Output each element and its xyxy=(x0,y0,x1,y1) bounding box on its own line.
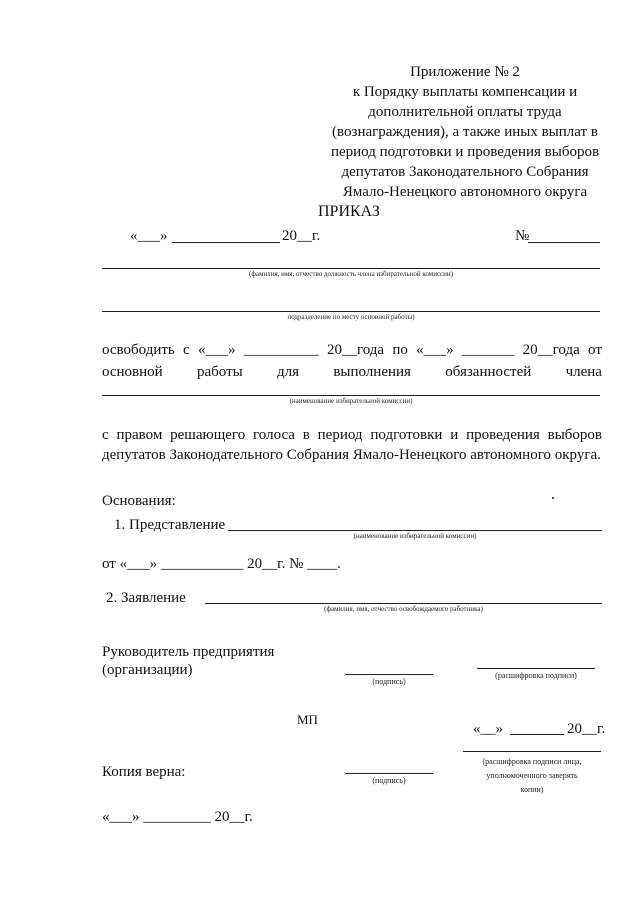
head-signature-caption: (подпись) xyxy=(372,677,406,686)
release-word: работы xyxy=(196,364,243,380)
release-word: от xyxy=(588,342,602,358)
right-date-month-line xyxy=(510,734,564,735)
authorized-decoding-caption xyxy=(463,755,601,797)
order-date-month-line xyxy=(172,242,280,243)
release-paragraph: с правом решающего голоса в период подготовки и проведения выборов депутатов Законодательного Собрания Ямало-Ненецкого автономного округа. xyxy=(102,427,602,463)
release-word: с xyxy=(183,342,190,358)
bottom-date: «___» _________ 20__г. xyxy=(102,809,253,825)
release-word: «___» xyxy=(416,342,454,358)
release-word: __________ xyxy=(243,342,319,358)
order-number-line xyxy=(528,242,600,243)
appendix-line: дополнительной оплаты труда xyxy=(368,104,562,120)
commission-field-line xyxy=(102,395,600,396)
order-date-year: 20__г. xyxy=(282,228,321,244)
member-field-line xyxy=(102,268,600,269)
release-word: обязанностей xyxy=(445,364,532,380)
grounds-item-1-label: 1. Представление xyxy=(114,517,226,533)
release-word: по xyxy=(392,342,408,358)
appendix-line: Приложение № 2 xyxy=(410,64,520,80)
release-word: _______ xyxy=(461,342,515,358)
member-field-caption: (фамилия, имя, отчество должность члена избирательной комиссии) xyxy=(249,270,453,278)
release-word: основной xyxy=(102,364,163,380)
scan-speck xyxy=(552,497,554,499)
release-word: 20__года xyxy=(522,342,580,358)
order-number-label: № xyxy=(515,228,530,244)
grounds-item-1-line xyxy=(228,530,602,531)
release-line-1 xyxy=(102,342,602,359)
release-word: выполнения xyxy=(333,364,411,380)
copy-true-label: Копия верна: xyxy=(102,764,186,780)
authorized-decoding-line xyxy=(463,751,601,752)
release-word: «___» xyxy=(197,342,236,358)
order-date-day: «___» xyxy=(130,228,168,244)
release-word: 20__года xyxy=(326,342,385,358)
grounds-item-1-caption: (наименование избирательной комиссии) xyxy=(353,532,477,540)
grounds-item-2-caption: (фамилия, имя, отчество освобождаемого работника) xyxy=(324,605,483,613)
authorized-caption-line: копии) xyxy=(520,785,544,794)
authorized-caption-line: (расшифровка подписи лица, xyxy=(482,757,582,766)
head-decoding-caption: (расшифровка подписи) xyxy=(495,671,577,680)
grounds-item-2-line xyxy=(205,603,602,604)
authorized-caption-line: уполномоченного заверять xyxy=(486,771,578,780)
copy-signature-line xyxy=(345,773,433,774)
appendix-line: период подготовки и проведения выборов xyxy=(330,144,600,160)
appendix-line: Ямало-Ненецкого автономного округа xyxy=(342,184,588,200)
department-field-line xyxy=(102,311,600,312)
release-word: для xyxy=(277,364,300,380)
appendix-header xyxy=(300,62,630,202)
release-word: члена xyxy=(565,364,602,380)
head-title-line-2: (организации) xyxy=(102,662,193,678)
release-line-2 xyxy=(102,364,602,381)
grounds-from-line: от «___» ___________ 20__г. № ____. xyxy=(102,556,341,572)
head-title-line-1: Руководитель предприятия xyxy=(102,644,275,660)
right-date-year: 20__г. xyxy=(567,721,606,737)
head-decoding-line xyxy=(477,668,595,669)
grounds-item-2-label: 2. Заявление xyxy=(106,590,186,606)
head-signature-line xyxy=(345,674,433,675)
copy-signature-caption: (подпись) xyxy=(372,776,406,785)
appendix-line: депутатов Законодательного Собрания xyxy=(341,164,589,180)
right-date-day: «__» xyxy=(473,721,503,737)
commission-field-caption: (наименование избирательной комиссии) xyxy=(289,397,413,405)
grounds-label: Основания: xyxy=(102,493,176,509)
order-title: ПРИКАЗ xyxy=(318,203,380,220)
stamp-place-label: МП xyxy=(297,712,318,727)
department-field-caption: подразделение по месту основной работы) xyxy=(287,313,415,321)
appendix-line: (вознаграждения), а также иных выплат в xyxy=(332,124,598,140)
appendix-line: к Порядку выплаты компенсации и xyxy=(352,84,578,100)
release-word: освободить xyxy=(102,342,175,358)
